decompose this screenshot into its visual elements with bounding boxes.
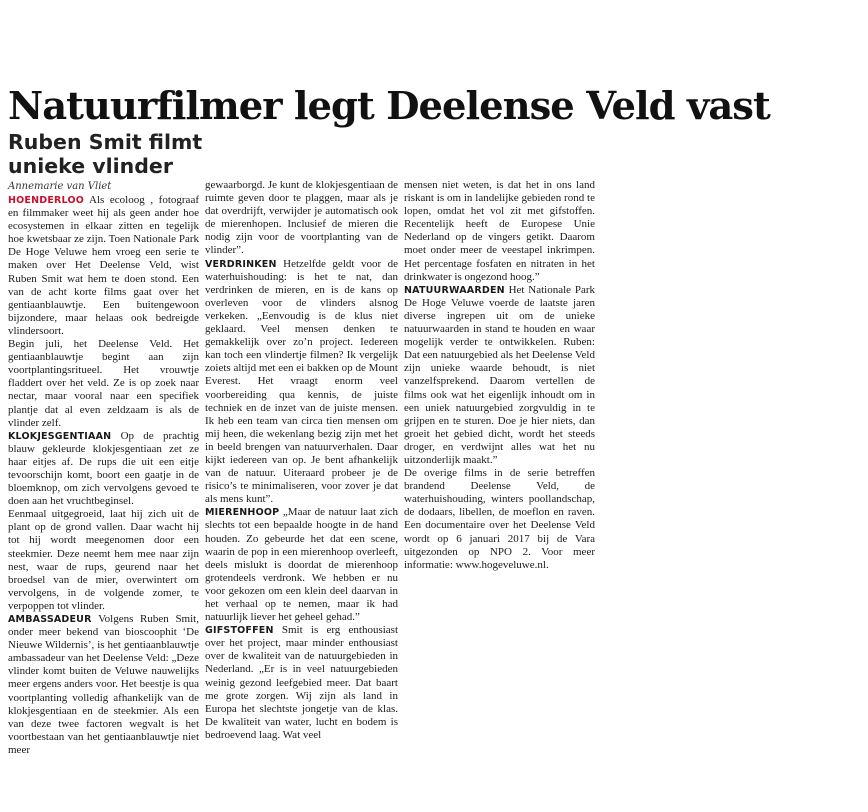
paragraph-text: „Maar de natuur laat zich slechts tot een bepaalde hoogte in de hand houden. Zo gebeurde het dat een scene, waarin de pop in een mierenhoop overleeft, deels mislukt is doordat de mierenhoop grotendeels verdronk. We hebben er nu voor gekozen om een klein deel daarvan in het verhaal op te nemen, maar ik had natuurlijk liever het geheel gehad.” xyxy=(205,506,398,624)
lead-paragraph xyxy=(8,194,199,338)
article-column-2 xyxy=(205,179,398,806)
paragraph xyxy=(205,624,398,742)
paragraph xyxy=(8,430,199,509)
paragraph: gewaarborgd. Je kunt de klokjesgentiaan de ruimte geven door te plaggen, maar als je dat overdrijft, verwijder je automatisch ook de mierenhopen. Inclusief de mieren die nodig zijn voor de voortplanting van de vlinder”. xyxy=(205,179,398,257)
intertitle: AMBASSADEUR xyxy=(8,614,92,625)
paragraph: Begin juli, het Deelense Veld. Het gentiaanblauwtje begint aan zijn voortplantingsritueel. Het vrouwtje fladdert over het veld. Ze is op zoek naar nectar, maar vooral naar een specifiek plantje dat al even zeldzaam is als de vlinder zelf. xyxy=(8,338,199,429)
paragraph: Eenmaal uitgegroeid, laat hij zich uit de plant op de grond vallen. Daar wacht hij tot hij wordt meegenomen door een steekmier. Deze neemt hem mee naar zijn nest, waar de rups, geurend naar het broedsel van de mier, overwintert om vervolgens, in de volgende zomer, te verpoppen tot vlinder. xyxy=(8,508,199,612)
dateline: HOENDERLOO xyxy=(8,195,85,206)
paragraph xyxy=(205,506,398,624)
byline: Annemarie van Vliet xyxy=(8,181,112,192)
paragraph-text: Het Nationale Park De Hoge Veluwe voerde de laatste jaren diverse ingrepen uit om de unieke natuurwaarden in stand te houden en waar mogelijk verder te ontwikkelen. Ruben: Dat een natuurgebied als het Deelense Veld zijn unieke waarde behoudt, is niet vanzelfsprekend. Daarom vertellen de films ook wat het eigenlijk inhoudt om in een uniek natuurgebied zorgvuldig in te grijpen en te sturen. Doe je hier niets, dan groeit het gebied dicht, wordt het steeds droger, en verdwijnt alles wat het nu uitzonderlijk maakt.” xyxy=(404,283,595,466)
paragraph xyxy=(8,613,199,757)
paragraph-text: Volgens Ruben Smit, onder meer bekend van bioscoophit ‘De Nieuwe Wildernis’, is het gentiaanblauwtje ambassadeur van het Deelense Veld: „Deze vlinder komt buiten de Veluwe nauwelijks meer ergens anders voor. Het beestje is qua voortplanting volledig afhankelijk van de klokjesgentiaan en de steekmier. Als een van deze twee factoren wegvalt is het voortbestaan van het gentiaanblauwtje niet meer xyxy=(8,613,199,756)
intertitle: MIERENHOOP xyxy=(205,507,280,519)
paragraph xyxy=(404,284,595,467)
headline: Natuurfilmer legt Deelense Veld vast xyxy=(8,84,770,129)
paragraph: De overige films in de serie betreffen brandend Deelense Veld, de waterhuishouding, winters poollandschap, de dodaars, libellen, de moeflon en raven. Een documentaire over het Deelense Veld wordt op 6 januari 2017 bij de Vara uitgezonden op NPO 2. Voor meer informatie: www.hogeveluwe.nl. xyxy=(404,467,595,571)
paragraph-text: Als ecoloog , fotograaf en filmmaker weet hij als geen ander hoe ecosystemen in elkaar zitten en tegelijk hoe kwetsbaar ze zijn. Toen Nationale Park De Hoge Veluwe hem vroeg een serie te maken over Het Deelense Veld, wist Ruben Smit wat hem te doen stond. Een van de acht korte films gaat over het gentiaanblauwtje. Een buitengewoon bijzondere, maar helaas ook bedreigde vlindersoort. xyxy=(8,194,199,337)
intertitle: NATUURWAARDEN xyxy=(404,284,505,296)
subheadline: Ruben Smit filmt unieke vlinder xyxy=(8,130,203,178)
intertitle: VERDRINKEN xyxy=(205,258,277,270)
intertitle: GIFSTOFFEN xyxy=(205,625,274,637)
paragraph xyxy=(205,258,398,507)
paragraph-text: Smit is erg enthousiast over het project, maar minder enthousiast over de kwaliteit van de natuurgebieden in Nederland. „Er is in veel natuurgebieden weinig gezond leefgebied meer. Dat baart me grote zorgen. Wij zijn als land in Europa het slechtste jongetje van de klas. De kwaliteit van water, lucht en bodem is bedroevend laag. Wat veel xyxy=(205,624,398,741)
article-column-1 xyxy=(8,194,199,806)
paragraph: mensen niet weten, is dat het in ons land riskant is om in landelijke gebieden rond te lopen, omdat het vol zit met gifstoffen. Recentelijk heeft de Europese Unie Nederland op de vingers getikt. Daarom moet onder meer de veestapel inkrimpen. Het percentage fosfaten en nitraten in het drinkwater is ongezond hoog.” xyxy=(404,179,595,283)
intertitle: KLOKJESGENTIAAN xyxy=(8,430,112,442)
paragraph-text: Op de prachtig blauw gekleurde klokjesgentiaan zet ze haar eitjes af. De rups die uit een eitje tevoorschijn komt, boort een gaatje in de bloemknop, om zich vervolgens gevoed te doen aan het vruchtbeginsel. xyxy=(8,429,199,508)
paragraph-text: Hetzelfde geldt voor de waterhuishouding: is het te nat, dan verdrinken de mieren, en is de kans op overleven voor de vlinders alsnog verkeken. „Eenvoudig is de klus niet geklaard. Veel mensen denken te gemakkelijk over zo’n project. Iedereen kan toch een vlindertje filmen? Ik vergelijk zoiets altijd met een ei bakken op de Mount Everest. Het vraagt enorm veel voorbereiding qua kennis, de juiste techniek en de inzet van de juiste mensen. Ik heb een team van circa tien mensen om mij heen, die wekenlang bezig zijn met het in beeld brengen van natuurverhalen. Daar kijkt iedereen van op. Je bent afhankelijk van de natuur. Uiteraard probeer je de risico’s te minimaliseren, voor zover je dat als mens kunt”. xyxy=(205,257,398,506)
article-column-3 xyxy=(404,179,595,619)
